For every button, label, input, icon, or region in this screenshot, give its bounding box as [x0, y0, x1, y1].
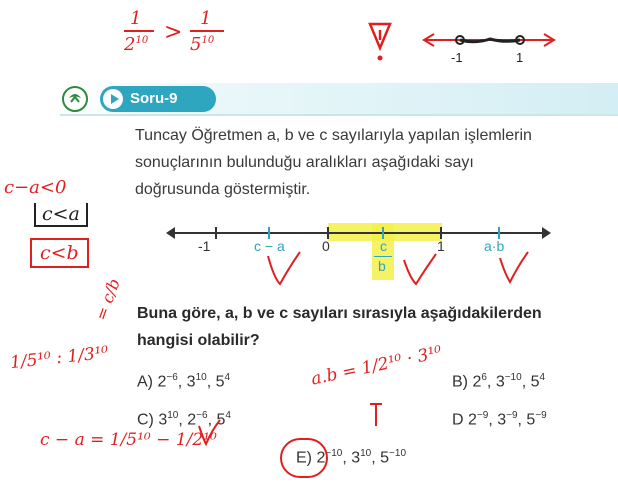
question-prompt	[137, 300, 607, 354]
handwritten-note: 1/5¹⁰ : 1/3¹⁰	[9, 342, 110, 374]
greater-than-sign: >	[164, 20, 183, 45]
tick-label-zero: 0	[322, 238, 330, 254]
prompt-line: Buna göre, a, b ve c sayıları sırasıyla aşağıdakilerden	[137, 305, 542, 322]
checkmark-icon	[400, 252, 440, 292]
brand-logo-icon	[62, 86, 88, 112]
handwritten-inequality	[122, 8, 232, 68]
fraction-bar	[374, 256, 392, 257]
handwritten-number-line-icon	[420, 28, 560, 72]
checkmark-icon	[196, 418, 222, 448]
arrow-right-icon	[542, 227, 551, 239]
checkmark-icon	[496, 250, 532, 290]
tick-label-c: c	[380, 238, 387, 254]
number-line-tick	[215, 227, 217, 239]
selected-answer-circle	[280, 438, 328, 478]
handwritten-note: a.b = 1/2¹⁰ · 3¹⁰	[309, 342, 444, 390]
option-b[interactable]: B) $2^6$, $3^{-10}$, $5^4$	[452, 372, 546, 391]
checkmark-icon	[264, 250, 304, 290]
question-number-label: Soru-9	[130, 90, 178, 107]
header-divider	[60, 114, 618, 116]
tick-label-b: b	[378, 258, 386, 274]
prompt-line: hangisi olabilir?	[137, 332, 260, 349]
option-a[interactable]: A) $2^{-6}$, $3^{10}$, $5^4$	[137, 372, 231, 391]
number-line	[172, 232, 542, 234]
fraction-numerator: 1	[130, 8, 142, 29]
tick-label-c-minus-a: c − a	[254, 238, 285, 254]
question-line: Tuncay Öğretmen a, b ve c sayılarıyla yapılan işlemlerin	[135, 127, 532, 144]
fraction-denominator: $2^{10}$	[124, 34, 149, 55]
question-line: sonuçlarının bulunduğu aralıkları aşağıdaki sayı	[135, 154, 474, 171]
handwritten-note: c−a<0	[4, 177, 67, 198]
play-icon	[103, 89, 123, 109]
question-number-badge	[100, 86, 216, 112]
handwritten-tick-label: 1	[516, 50, 524, 65]
question-text	[135, 122, 605, 203]
fraction-bar	[124, 30, 154, 32]
option-d[interactable]: D $2^{-9}$, $3^{-9}$, $5^{-9}$	[452, 410, 547, 429]
question-line: doğrusunda göstermiştir.	[135, 181, 311, 198]
arrow-up-icon	[364, 398, 388, 428]
tick-label-a-times-b: a·b	[484, 238, 505, 254]
handwritten-tick-label: -1	[451, 50, 463, 65]
warning-triangle-icon	[366, 18, 394, 62]
option-e[interactable]: E) $2^{-10}$, $3^{10}$, $5^{-10}$	[296, 448, 407, 467]
tick-label-one: 1	[437, 238, 445, 254]
fraction-denominator: $5^{10}$	[190, 34, 215, 55]
handwritten-note: c − a = 1/5¹⁰ − 1/2¹⁰	[40, 430, 217, 450]
handwritten-boxed-note: c<a	[34, 203, 88, 227]
fraction-numerator: 1	[200, 8, 212, 29]
fraction-bar	[190, 30, 224, 32]
option-c[interactable]: C) $3^{10}$, $2^{-6}$, $5^4$	[137, 410, 231, 429]
tick-label-minus-one: -1	[198, 238, 211, 254]
handwritten-boxed-note: c<b	[30, 238, 89, 268]
handwritten-note: = c/b	[91, 276, 124, 323]
